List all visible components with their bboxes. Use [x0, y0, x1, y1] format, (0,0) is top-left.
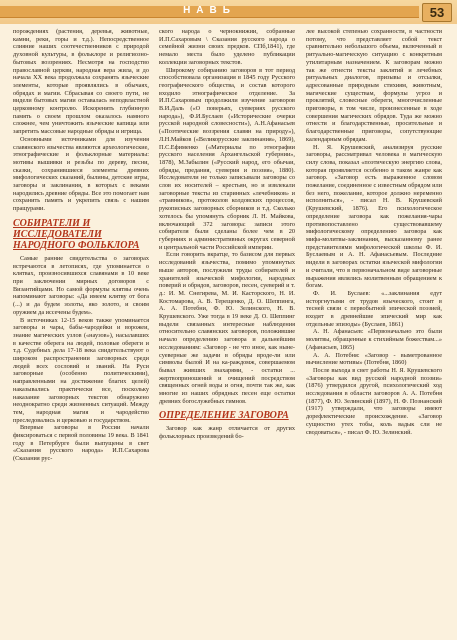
section-heading: СОБИРАТЕЛИ И ИССЛЕДОВАТЕЛИ НАРОДНОГО ФОЛЬКЛОРА	[13, 217, 140, 251]
paragraph: А. Н. Афанасьев: «Первоначально это были молитвы, обращенные к стихийным божествам...» (Афанасьев, 1865)	[306, 328, 442, 351]
page-header	[0, 0, 457, 24]
paragraph: После выхода в свет работы Н. Я. Крушевского «Заговоры как вид русской народной поэзии» (1876) утвердился другой, психологический ход исследования в области заговоров А. А. Потебня (1877), Ф. Ю. Зелинский (1897), Н. Ф. Познанский (1917) утверждали, что заговоры имеют дорефлектические происхождение. «Заговор сущностно утех тобы, коль вадык сли не сводоваться», - писал Ф. Ю. Зелинский.	[306, 366, 442, 436]
paragraph: Н. Я. Крушевский, анализируя русские заговоры, рассматривал человека в магическую силу слова, показал «поэтическую энергию слова, которая проявляется особенно в таком жанре как заговор. «Заговор есть выраженное словом пожелание, соединенное с известным обрядом или без него, пожелание, которое должно неременно исполниться», - писал Н. В. Крушевский (Крушевский, 1876). Его психологическое определение заговора как пожелания-чары противопоставлено существовавшему мифологическому определению заговора как мифа-молитвы-заклинания, высказанному ранее представителями мифологической школы Ф. И. Буслаевым и А. Н. Афанасьевым. Последние видели в заговорах остатки языческой мифологии и считали, что в первоначальном виде заговорные выражения являлись молитвенным обращением к богам.	[306, 143, 442, 290]
paragraph: Заговор как жанр отличается от других фольклорных произведений бо-	[159, 425, 295, 441]
paragraph: Если говорить вкратце, то базисом для первых исследований язычества, помимо упомянутых выше авторов, послужили труды собирателей и хранителей языческой мифологии, народных поверий и обрядов, заговоров, песен, суеверий и т. д.: И. М. Снегирева, М. И. Касторского, Н. И. Костомарова, А. В. Терещенко, Д. О. Шеппинга, А. А. Потебни, Ф. Ю. Зелинского, Н. В. Крушевского. Уже тогда в 19 веке Д. О. Шеппинг выдели связанных интересные наблюдения относительно славянских заговоров, положившие начало определению заговора и дальнейшим исследованиям: «Заговор - не что иное, как ныне-суеверные же задачи в обряды вроде-ли или символы былой И на ка-раждомж, совершаемом бывал живших знахарями, - остатки ... жертвоприношений и очищений посредством священных огней воды и огня, почти так же, как многие из наших обрядных песен еще остатки древних богослужебных гимнов.	[159, 251, 295, 405]
text-column-1	[13, 28, 149, 463]
section-title: НАВЬ	[183, 5, 236, 16]
paragraph: Ф. И. Буслаев: «...заклинания едут исторгнутыми от трудов языческого, стоит в тесней связи с первобытной эпической поэзией, входят в древнейшие эпический мир как отдельные эпизоды» (Буслаев, 1861)	[306, 289, 442, 328]
paragraph: Самые ранние свидетельства о заговорах встречаются в летописях, где упоминается о клятвах, произносившихся славянами в 10 веке при заключении мирных договоров с Византийцами. Но самой формулы клятвы очень напоминают заговоры: «Да имеем клятву от бога (...) и да будем золоты, яко золото, и своим оружием да иссечены будем».	[13, 254, 149, 316]
text-column-2	[159, 28, 295, 441]
paragraph: В источниках 12-15 веков также упоминается заговоры и чары, бабы-чародейки и ворожеи, знание магических узлов («наузов»), насылавших в качестве оберега на людей, половые обереги и т.д. Судебных дела 17-18 века свидетельствуют о широком распространении заговорных среди людей всех сословий и званий. На Руси заговорные (особенно политическими), направленными на достижение благих целей) наказывались практически все, поскольку наказание заговорных текстов обнаружено неоднократно среди жизненных ситуаций. Между тем, народная магия и чародейство преследовались и церковью и государством.	[13, 316, 149, 424]
paragraph: Широкому собиранию заговоров в тот период способствовала организация в 1845 году Русского географического общества, и состав которого входило этнографическое отделение. За И.П.Сахаровым продолжили изучение заговоров В.И.Даль («О поверьях, суевериях русского народа»), Ф.И.Буслаев («Исторические очерки русской народной словесности»), А.Н.Афанасьев («Поэтические воззрения славян на природу»), Л.Н.Майков («Великорусские заклинания», 1869), П.С.Ефименко («Материалы по этнографии русского населения Архангельской губернии», 1878), М.Забылин («Русский народ, его обычаи, обряды, предания, суеверия и поэзия», 1880). Исследователи не только записывали заговоры со слов их носителей – крестьян, но и извлекали заговорные тексты из старинных «лечебников» и «травников», протоколов колдовских процессов, рукописных заговорных сборников и т.д. Сколько хотелось бы упомянуть сборник Л. Н. Майкова, включающий 372 заговора: записи этого собирателя были сделаны более чем в 20 губерниях и административных округах северной и центральной части Российской империи.	[159, 66, 295, 251]
paragraph: ского народа о чернокнижии, собранные И.П.Сахаровым \ Сказания русского народа о семейной жизни своих предков. СПб,1841), где немало места было уделено публикации коллекции заговорных текстов.	[159, 28, 295, 66]
text-column-3	[306, 28, 442, 436]
paragraph: Основными источниками для изучения славянского язычества являются археологические, этнографические и фольклорные материалы: мотивы вышивки и резьбы по дереву, песни, сказки, сохранившиеся элементы древних мифологических сказаний, былины, детские игры, заговоры и заклинания, в которых с веками народились древние обряды. Все это помогает нам сохранить память и укрепить связь с нашим пращурами.	[13, 135, 149, 213]
paragraph: порождениях (растения, деревья, животные, камни, реки, горы и т.д.). Непосредственное слияние наших соотечественников с природой духовной культуры, в фольклоре и религиозно-бытовых воззрениях. Несмотря на господство православной церкви, народная вера жила, и до начала XX века продолжала сохранять языческие элементы, которые проявлялись в обычаях, обрядах и магии. Сбрасывая со своего пути, не видели бытовых магии оставалась неподвластной церковному контролю. Искоренить глубинную память о своем прошлом оказалось намного сложнее, чем уничтожить языческие капища или запретить массовые народные обряды и игрища.	[13, 28, 149, 136]
paragraph: Впервые заговоры в России начали фиксироваться с первой половины 19 века. В 1841 году в Петербурге были выпущены в свет «Сказания русского народа» И.П.Сахарова (Сказания рус-	[13, 424, 149, 463]
paragraph: лее высокой степенью сохранности, в частности потому, что представляет собой текст сравнительно небольшого объема, включенный в ритуально-магическую ситуацию с конкретным утилитарным назначением. К заговорам можно так же отнести тексты заклятий и лечебных ритуальных диалогов, призывы и отсылки, адресованные природным стихиям, животным, магические существам, формулы угроз и проклятий, словесные обереги, многочисленные приговоры, в том числе, произнесенные в ходе совершения магических обрядов. Туда же можно отнести и благодарственные, просительные и благодарственные приговоры, сопутствующие календарным обрядам.	[306, 28, 442, 143]
section-heading: ОПРЕДЕЛЕНИЕ ЗАГОВОРА	[159, 410, 289, 422]
paragraph: А. А. Потебня: «Заговор - выметрованное вычисление мотивы» (Потебня, 1860)	[306, 351, 442, 367]
page-number: 53	[422, 3, 452, 22]
